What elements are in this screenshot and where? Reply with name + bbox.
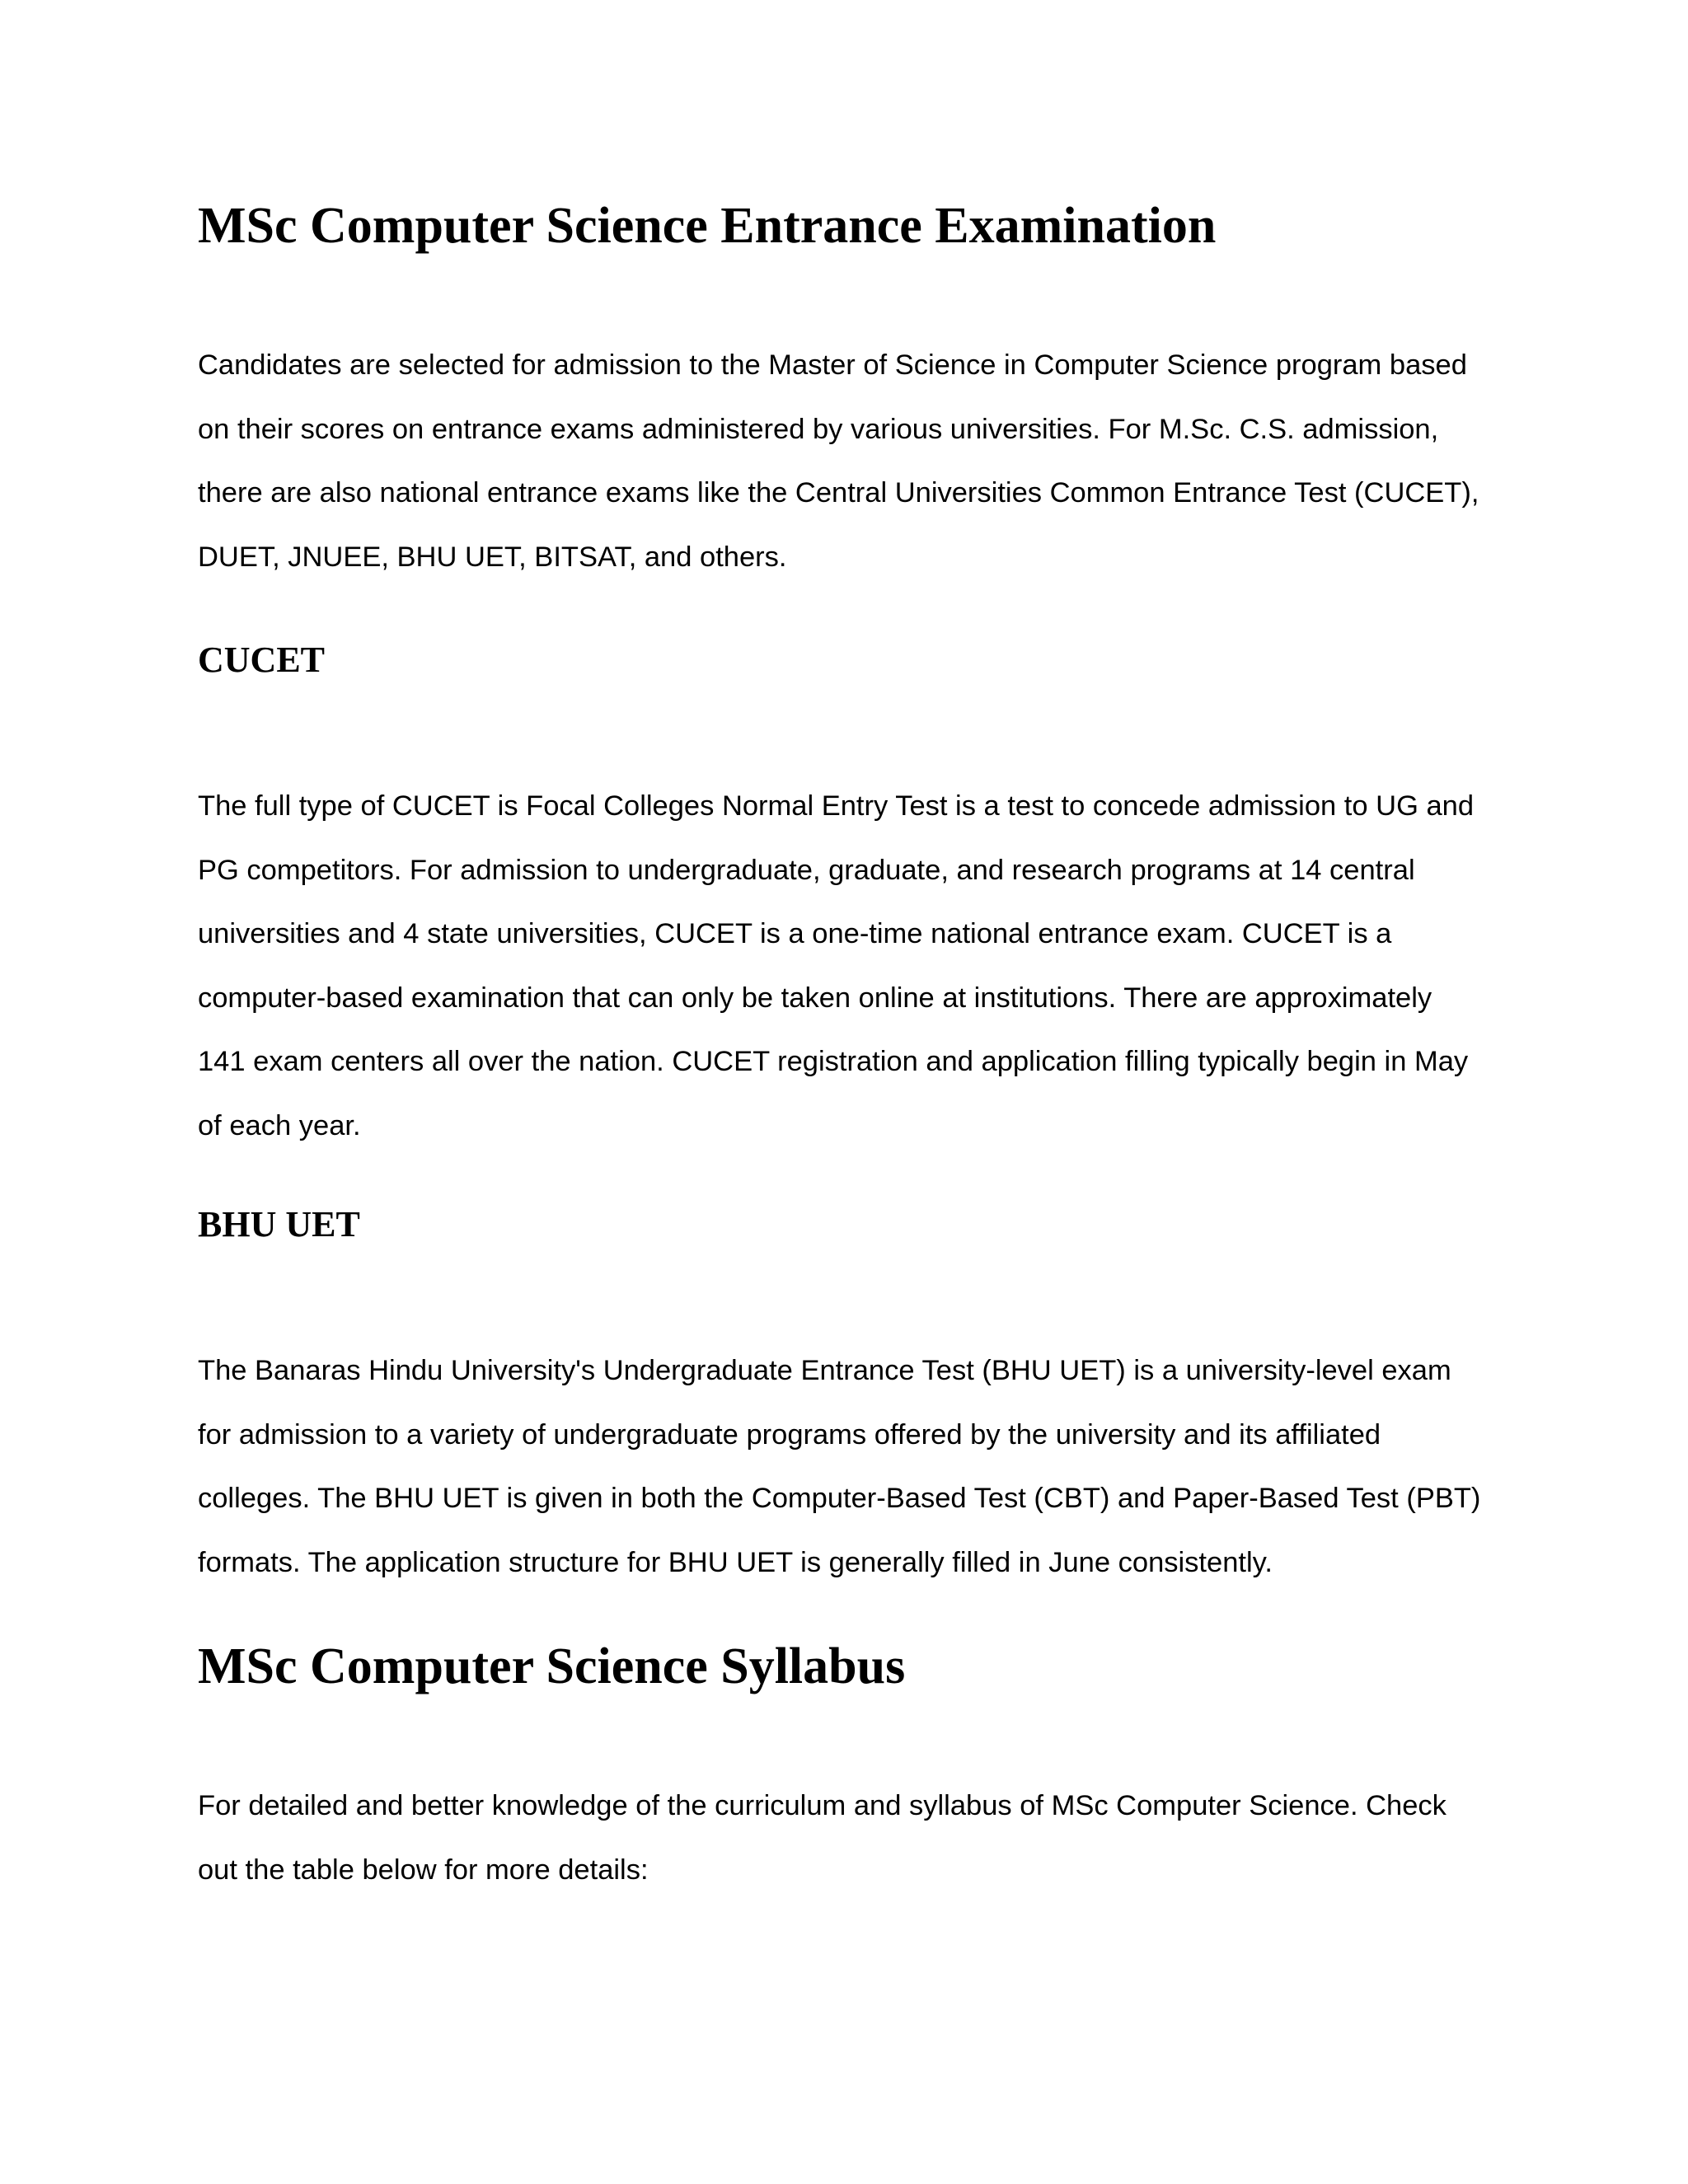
heading-syllabus: MSc Computer Science Syllabus bbox=[198, 1638, 906, 1694]
syllabus-paragraph bbox=[198, 1774, 1500, 1902]
paragraph-line: PG competitors. For admission to undergraduate, graduate, and research programs at 14 central bbox=[198, 854, 1415, 886]
paragraph-line: Candidates are selected for admission to the Master of Science in Computer Science program based bbox=[198, 349, 1467, 381]
paragraph-line: colleges. The BHU UET is given in both the Computer-Based Test (CBT) and Paper-Based Test (PBT) bbox=[198, 1483, 1481, 1514]
paragraph-line: 141 exam centers all over the nation. CUCET registration and application filling typically begin in May bbox=[198, 1046, 1469, 1077]
paragraph-line: of each year. bbox=[198, 1109, 361, 1141]
paragraph-line: there are also national entrance exams like the Central Universities Common Entrance Test (CUCET), bbox=[198, 477, 1479, 509]
paragraph-line: out the table below for more details: bbox=[198, 1854, 649, 1886]
bhu-paragraph bbox=[198, 1339, 1500, 1595]
paragraph-line: universities and 4 state universities, CUCET is a one-time national entrance exam. CUCET is a bbox=[198, 918, 1392, 949]
intro-paragraph bbox=[198, 334, 1500, 589]
heading-entrance-examination: MSc Computer Science Entrance Examination bbox=[198, 198, 1217, 254]
paragraph-line: For detailed and better knowledge of the curriculum and syllabus of MSc Computer Science. Check bbox=[198, 1790, 1447, 1821]
paragraph-line: on their scores on entrance exams administered by various universities. For M.Sc. C.S. admission, bbox=[198, 413, 1439, 445]
paragraph-line: computer-based examination that can only be taken online at institutions. There are approximately bbox=[198, 982, 1432, 1014]
heading-bhu-uet: BHU UET bbox=[198, 1204, 360, 1244]
cucet-paragraph bbox=[198, 775, 1500, 1158]
paragraph-line: The Banaras Hindu University's Undergraduate Entrance Test (BHU UET) is a university-level exam bbox=[198, 1355, 1451, 1386]
paragraph-line: The full type of CUCET is Focal Colleges Normal Entry Test is a test to concede admission to UG and bbox=[198, 790, 1475, 822]
paragraph-line: DUET, JNUEE, BHU UET, BITSAT, and others. bbox=[198, 541, 787, 573]
paragraph-line: for admission to a variety of undergraduate programs offered by the university and its affiliated bbox=[198, 1418, 1381, 1451]
heading-cucet: CUCET bbox=[198, 640, 326, 680]
paragraph-line: formats. The application structure for BHU UET is generally filled in June consistently. bbox=[198, 1546, 1273, 1578]
